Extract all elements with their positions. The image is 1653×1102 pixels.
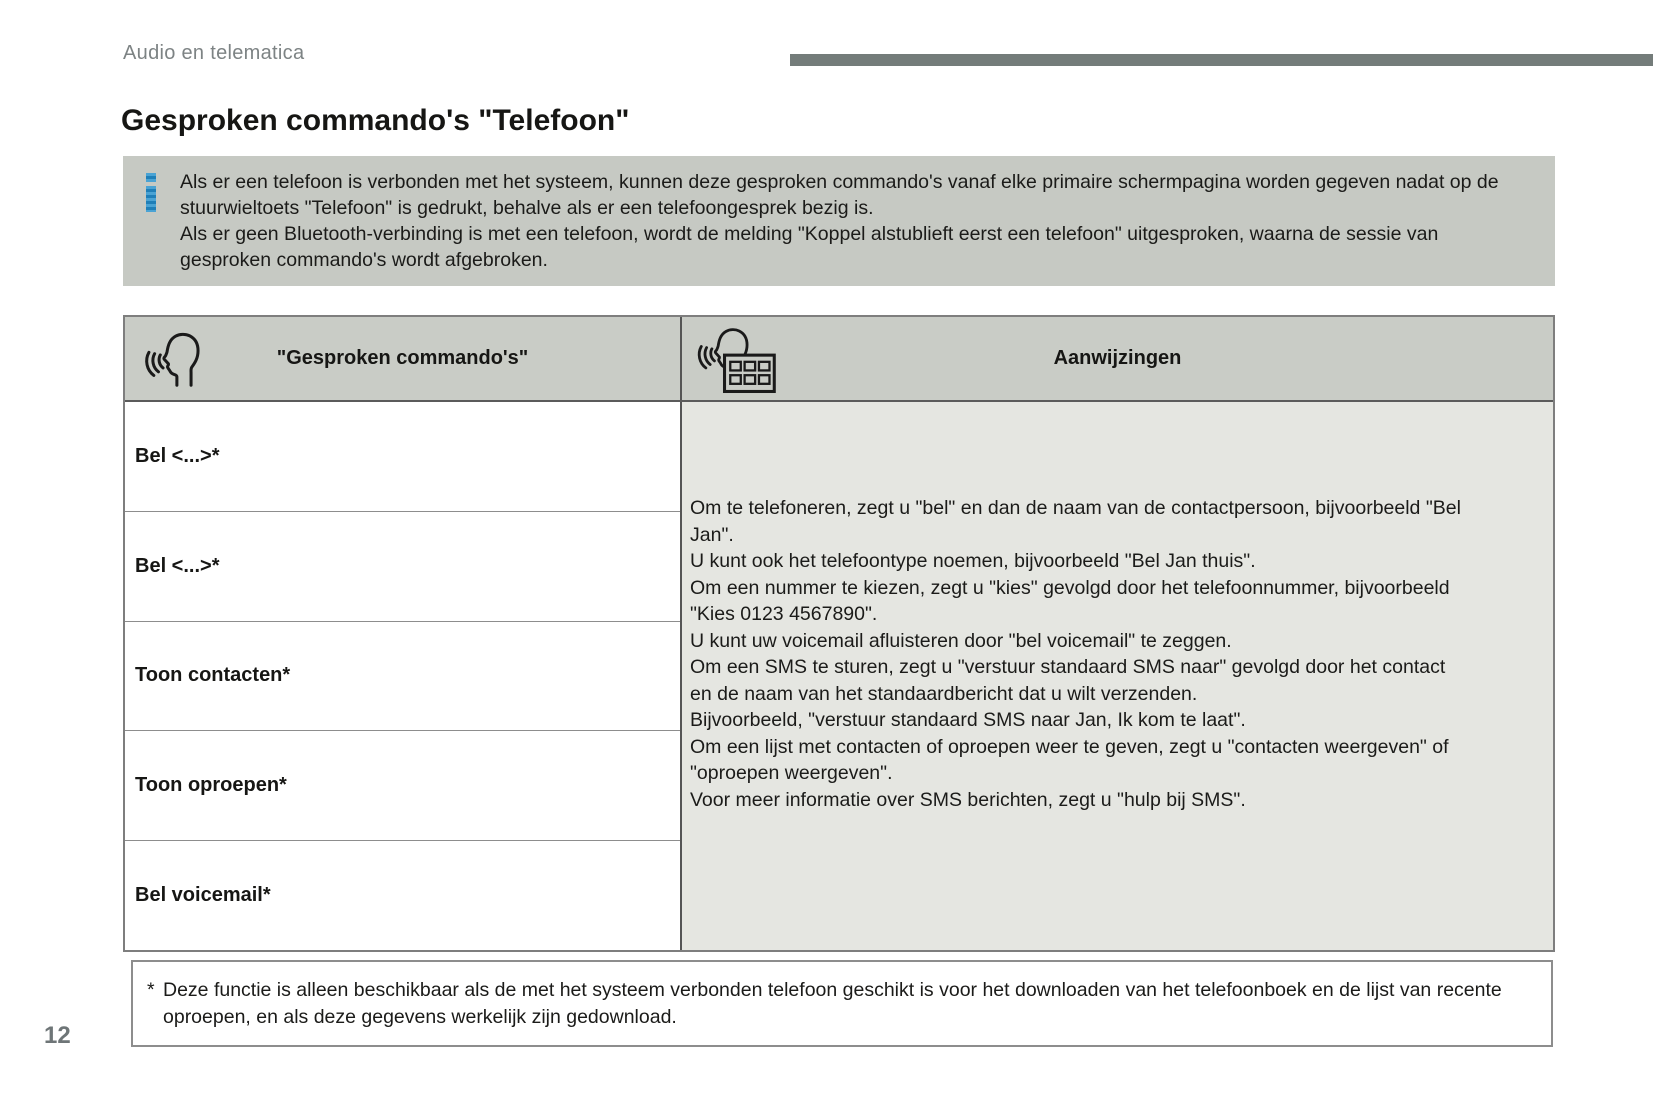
command-label: Bel voicemail*	[135, 884, 271, 907]
instruction-paragraph: Voor meer informatie over SMS berichten, zegt u "hulp bij SMS".	[690, 788, 1246, 811]
instruction-paragraph: U kunt uw voicemail afluisteren door "bel voicemail" te zeggen.	[690, 629, 1232, 652]
table-header-commands	[125, 317, 682, 400]
command-row	[125, 841, 680, 950]
info-paragraph: Als er geen Bluetooth-verbinding is met een telefoon, wordt de melding "Koppel alstublieft eerst een telefoon" uitgesproken, waarna de sessie van gesproken commando's wordt afgebroken.	[180, 223, 1439, 271]
command-label: Bel <...>*	[135, 444, 220, 467]
commands-column	[125, 402, 682, 950]
header-rule	[790, 54, 1653, 66]
command-row	[125, 622, 680, 732]
breadcrumb: Audio en telematica	[123, 42, 305, 64]
command-label: Bel <...>*	[135, 554, 220, 577]
table-header-instructions	[682, 317, 1553, 400]
footnote-text: Deze functie is alleen beschikbaar als de met het systeem verbonden telefoon geschikt is voor het downloaden van het telefoonboek en de lijst van recente oproepen, en als deze gegevens werkelijk zijn gedownload.	[163, 979, 1502, 1028]
speaking-head-icon	[141, 325, 209, 387]
instruction-paragraph: Om een SMS te sturen, zegt u "verstuur standaard SMS naar" gevolgd door het contact en de naam van het standaardbericht dat u wilt verzenden.	[690, 656, 1446, 705]
table-header-instructions-label: Aanwijzingen	[1053, 347, 1182, 369]
command-row	[125, 731, 680, 841]
footnote-marker: *	[147, 979, 155, 1001]
table-header-row	[125, 317, 1553, 402]
command-row	[125, 512, 680, 622]
instruction-paragraph: Om te telefoneren, zegt u "bel" en dan de naam van de contactpersoon, bijvoorbeeld "Bel Jan".	[690, 497, 1461, 546]
info-paragraph: Als er een telefoon is verbonden met het systeem, kunnen deze gesproken commando's vanaf elke primaire schermpagina worden gegeven nadat op de stuurwieltoets "Telefoon" is gedrukt, behalve als er een telefoongesprek bezig is.	[180, 171, 1499, 219]
page-number: 12	[44, 1022, 71, 1049]
instruction-paragraph: Om een nummer te kiezen, zegt u "kies" gevolgd door het telefoonnummer, bijvoorbeeld "Kies 0123 4567890".	[690, 576, 1450, 625]
instruction-paragraph: Om een lijst met contacten of oproepen weer te geven, zegt u "contacten weergeven" of "oproepen weergeven".	[690, 735, 1449, 784]
command-row	[125, 402, 680, 512]
command-label: Toon contacten*	[135, 664, 291, 687]
instruction-paragraph: U kunt ook het telefoontype noemen, bijvoorbeeld "Bel Jan thuis".	[690, 550, 1256, 572]
voice-commands-table	[123, 315, 1555, 952]
speaking-head-keypad-icon	[692, 321, 780, 395]
instruction-paragraph: Bijvoorbeeld, "verstuur standaard SMS naar Jan, Ik kom te laat".	[690, 709, 1246, 731]
info-icon	[146, 173, 156, 212]
table-header-commands-label: "Gesproken commando's"	[276, 347, 529, 369]
table-body	[125, 402, 1553, 950]
footnote-box	[131, 960, 1553, 1047]
instructions-cell	[682, 402, 1553, 950]
page-title: Gesproken commando's "Telefoon"	[121, 104, 630, 137]
info-box	[123, 156, 1555, 286]
command-label: Toon oproepen*	[135, 774, 287, 797]
info-text	[180, 169, 1529, 273]
